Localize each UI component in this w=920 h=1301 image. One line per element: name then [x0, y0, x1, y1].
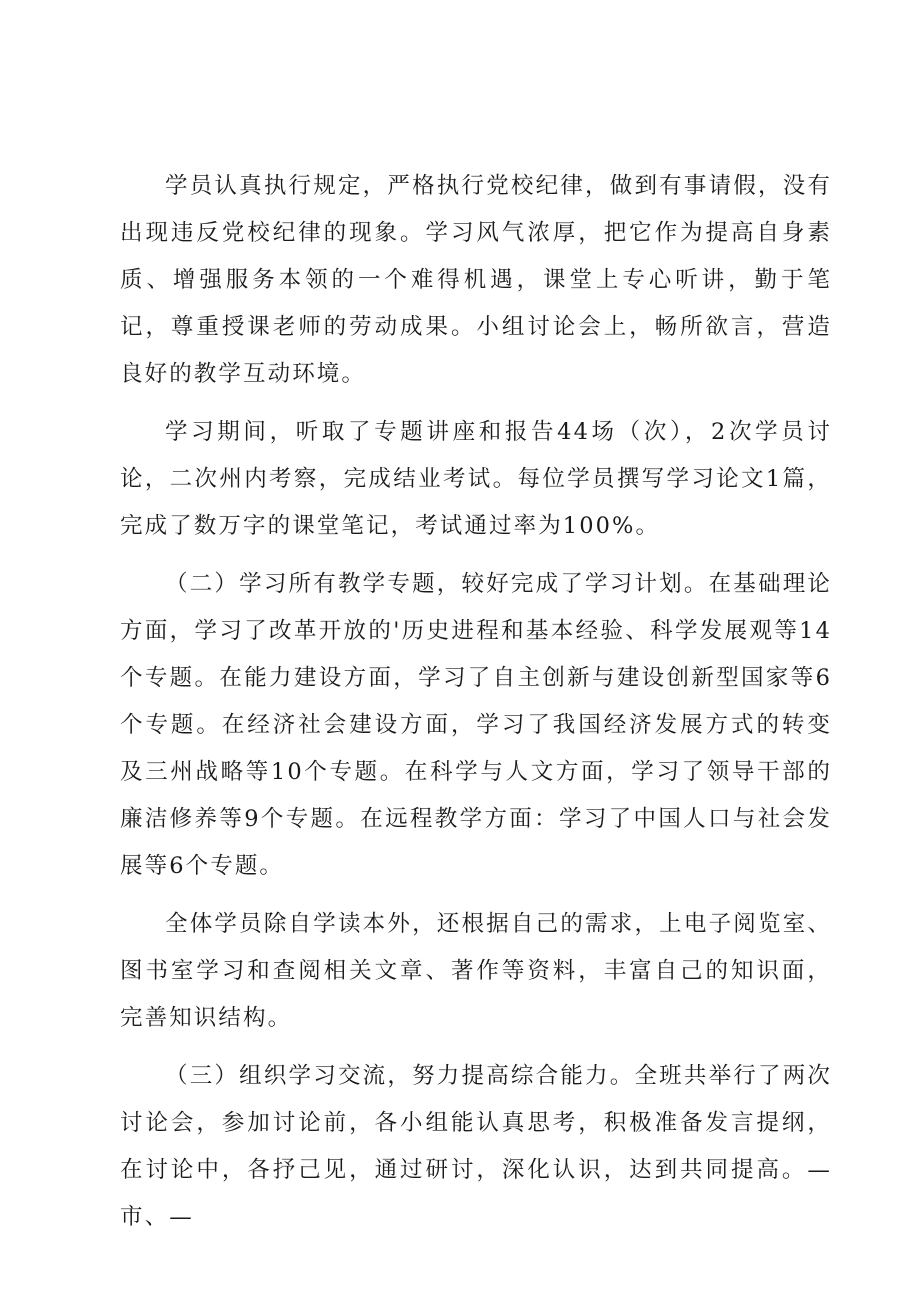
- paragraph-study-stats: 学习期间，听取了专题讲座和报告44场（次），2次学员讨论，二次州内考察，完成结业考试。每位学员撰写学习论文1篇，完成了数万字的课堂笔记，考试通过率为100%。: [120, 419, 832, 539]
- paragraph-self-study: 全体学员除自学读本外，还根据自己的需求，上电子阅览室、图书室学习和查阅相关文章、著作等资料，丰富自己的知识面，完善知识结构。: [120, 911, 832, 1031]
- paragraph-discipline: 学员认真执行规定，严格执行党校纪律，做到有事请假，没有出现违反党校纪律的现象。学习风气浓厚，把它作为提高自身素质、增强服务本领的一个难得机遇，课堂上专心听讲，勤于笔记，尊重授课老师的劳动成果。小组讨论会上，畅所欲言，营造良好的教学互动环境。: [120, 173, 832, 387]
- paragraph-teaching-topics: （二）学习所有教学专题，较好完成了学习计划。在基础理论方面，学习了改革开放的'历史进程和基本经验、科学发展观等14个专题。在能力建设方面，学习了自主创新与建设创新型国家等6个专题。在经济社会建设方面，学习了我国经济发展方式的转变及三州战略等10个专题。在科学与人文方面，学习了领导干部的廉洁修养等9个专题。在远程教学方面：学习了中国人口与社会发展等6个专题。: [120, 571, 832, 879]
- paragraph-exchange: （三）组织学习交流，努力提高综合能力。全班共举行了两次讨论会，参加讨论前，各小组能认真思考，积极准备发言提纲，在讨论中，各抒己见，通过研讨，深化认识，达到共同提高。—市、—: [120, 1063, 832, 1230]
- document-body: [120, 163, 832, 1241]
